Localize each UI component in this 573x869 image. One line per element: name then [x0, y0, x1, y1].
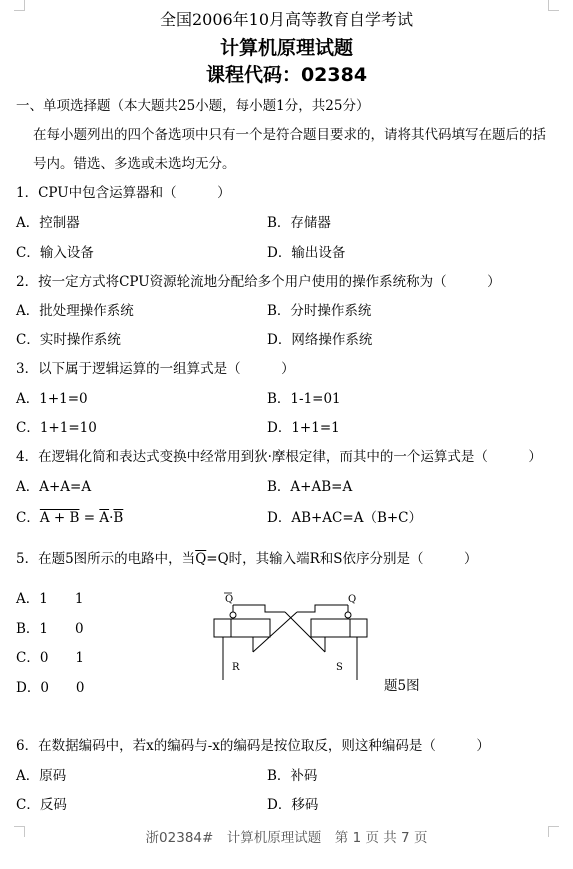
- instruction-line-2: 号内。错选、多选或未选均无分。: [33, 156, 236, 172]
- instruction-line-1: 在每小题列出的四个备选项中只有一个是符合题目要求的，请将其代码填写在题后的括: [33, 127, 546, 143]
- question-3-option-c: C．1+1=10: [16, 420, 97, 436]
- dot-operator: ·: [109, 510, 114, 526]
- question-2-option-a: A．批处理操作系统: [16, 303, 134, 319]
- question-4-option-b: B．A+AB=A: [267, 479, 353, 495]
- figure-qbar-label: Q: [225, 594, 234, 605]
- question-4-option-c: [16, 506, 123, 526]
- option-c-prefix: C．: [16, 510, 40, 526]
- question-1-stem: 1．CPU中包含运算器和（ ）: [16, 185, 231, 201]
- question-1-option-d: D．输出设备: [267, 245, 346, 261]
- question-5-option-d: D．0 0: [16, 680, 85, 696]
- right-gate: [311, 619, 367, 637]
- overlined-a: $\overline{A}$: [99, 510, 110, 526]
- question-5-option-b: B．1 0: [16, 621, 84, 637]
- question-3-option-d: D．1+1=1: [267, 420, 340, 436]
- question-2-option-b: B．分时操作系统: [267, 303, 372, 319]
- section-heading: 一、单项选择题（本大题共25小题，每小题1分，共25分）: [16, 98, 370, 114]
- left-output-bubble: [230, 612, 236, 618]
- page-footer: 浙02384# 计算机原理试题 第 1 页 共 7 页: [145, 830, 428, 846]
- question-6-stem: 6．在数据编码中，若x的编码与-x的编码是按位取反，则这种编码是（ ）: [16, 738, 490, 754]
- paper-title: 计算机原理试题: [219, 37, 353, 59]
- question-4-stem: 4．在逻辑化简和表达式变换中经常用到狄·摩根定律，而其中的一个运算式是（ ）: [16, 449, 542, 465]
- q-bar: $\overline{Q}$: [195, 551, 207, 567]
- question-2-stem: 2．按一定方式将CPU资源轮流地分配给多个用户使用的操作系统称为（ ）: [16, 274, 501, 290]
- question-2-option-d: D．网络操作系统: [267, 332, 373, 348]
- figure-caption: 题5图: [384, 678, 420, 694]
- figure-q-label: Q: [348, 594, 357, 605]
- question-6-option-d: D．移码: [267, 797, 319, 813]
- question-4-option-a: A．A+A=A: [16, 479, 92, 495]
- question-1-option-c: C．输入设备: [16, 245, 94, 261]
- question-5-option-c: C．0 1: [16, 650, 85, 666]
- question-4-option-d: D．AB+AC=A（B+C）: [267, 510, 423, 526]
- question-1-option-b: B．存储器: [267, 215, 331, 231]
- question-3-option-a: A．1+1=0: [16, 391, 88, 407]
- question-2-option-c: C．实时操作系统: [16, 332, 121, 348]
- question-6-option-c: C．反码: [16, 797, 67, 813]
- stem-pre: 5．在题5图所示的电路中，当: [16, 551, 196, 567]
- equals-sign: =: [79, 510, 100, 526]
- question-1-option-a: A．控制器: [16, 215, 80, 231]
- figure-s-label: S: [336, 662, 343, 673]
- question-6-option-b: B．补码: [267, 768, 318, 784]
- question-5-stem: [16, 547, 478, 567]
- course-code: 课程代码：02384: [205, 64, 368, 86]
- figure-r-label: R: [232, 662, 240, 673]
- question-3-option-b: B．1-1=01: [267, 391, 341, 407]
- stem-post: =Q时，其输入端R和S依序分别是（ ）: [206, 551, 478, 567]
- question-5-option-a: A．1 1: [16, 591, 84, 607]
- overlined-a-plus-b: A + B: [39, 510, 80, 526]
- question-3-stem: 3．以下属于逻辑运算的一组算式是（ ）: [16, 361, 295, 377]
- rs-flipflop-diagram: [205, 592, 385, 684]
- question-6-option-a: A．原码: [16, 768, 67, 784]
- left-gate: [214, 619, 270, 637]
- right-output-bubble: [345, 612, 351, 618]
- overlined-b: $\overline{B}$: [113, 510, 124, 526]
- exam-title: 全国2006年10月高等教育自学考试: [159, 10, 414, 29]
